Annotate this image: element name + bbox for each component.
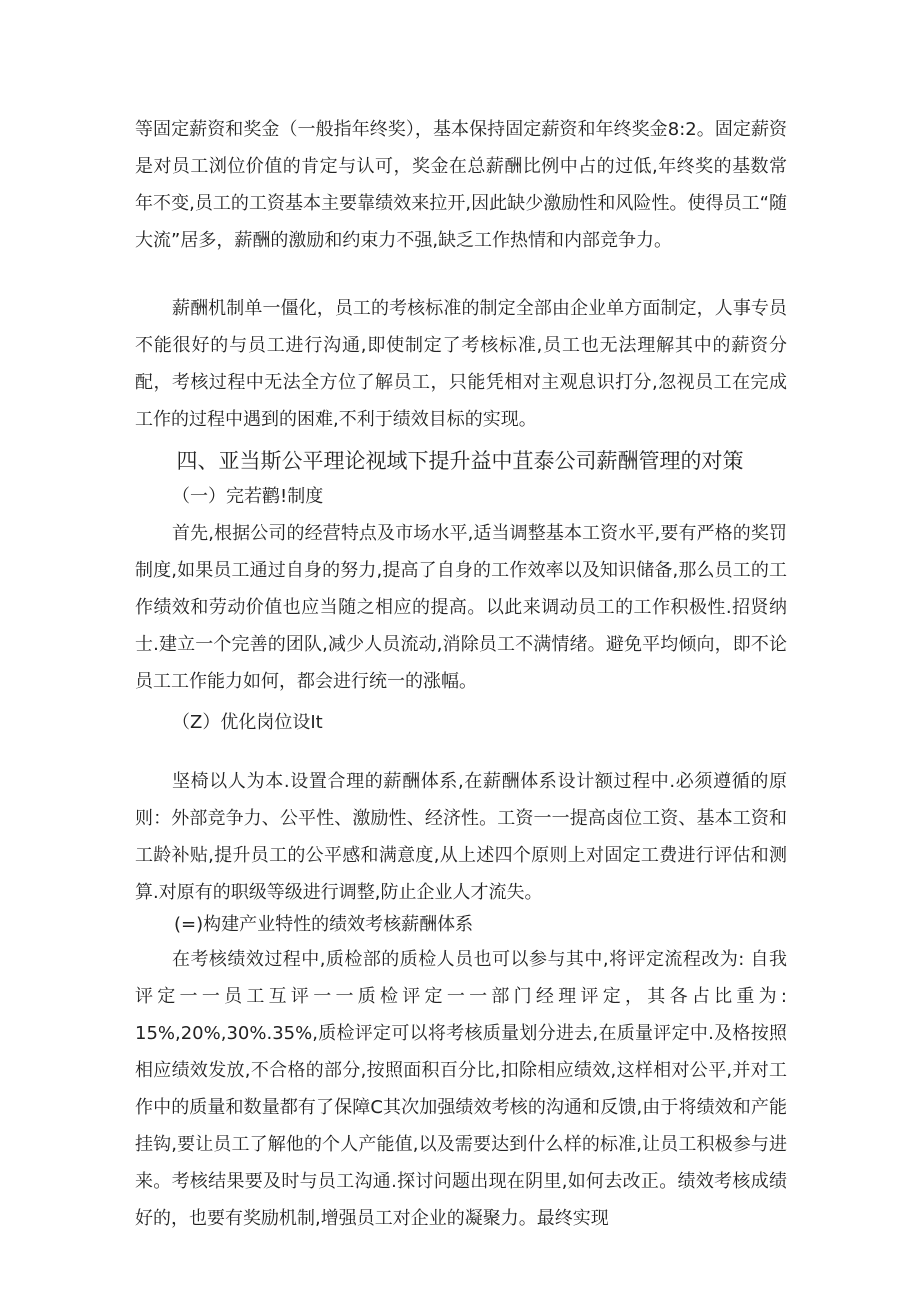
paragraph-performance-assessment: 在考核绩效过程中,质检部的质检人员也可以参与其中,将评定流程改为: 自我评定一一员工互评一一质检评定一一部门经理评定，其各占比重为: 15%,20%,30%.35%,质检评定可以将考核质量划分进去,在质量评定中.及格按照相应绩效发放,不合格的部分,按照面积百分比,扣除相应绩效,这样相对公平,并对工作中的质量和数量都有了保障C其次加强绩效考核的沟通和反馈,由于将绩效和产能挂钩,要让员工了解他的个人产能值,以及需要达到什么样的标准,让员工积极参与进来。考核结果要及时与员工沟通.探讨问题出现在阴里,如何去改正。绩效考核成绩好的，也要有奖励机制,增强员工对企业的凝聚力。最终实现: [135, 949, 787, 1229]
paragraph-fixed-salary: 等固定薪资和奖金（一般指年终奖），基本保持固定薪资和年终奖金8:2。固定薪资是对员工浏位价值的肯定与认可，奖金在总薪酬比例中占的过低,年终奖的基数常年不变,员工的工资基本主要靠绩效来拉开,因此缺少激励性和风险性。使得员工“随大流”居多，薪酬的激励和约束力不强,缺乏工作热情和内部竞争力。: [135, 119, 787, 251]
paragraph-salary-mechanism: 薪酬机制单一僵化，员工的考核标准的制定全部由企业单方面制定，人事专员不能很好的与员工进行沟通,即使制定了考核标准,员工也无法理解其中的薪资分配，考核过程中无法全方位了解员工，只能凭相对主观息识打分,忽视员工在完成工作的过程中遇到的困难,不利于绩效目标的实现。: [135, 298, 787, 430]
subheading-2: （Z）优化岗位设It: [172, 712, 323, 733]
subheading-3: (=)构建产业特性的绩效考核薪酬体系: [174, 914, 474, 935]
subheading-1: （一）完若鹳!制度: [172, 486, 324, 507]
paragraph-basic-salary: 首先,根据公司的经营特点及市场水平,适当调整基本工资水平,要有严格的奖罚制度,如果员工通过自身的努力,提高了自身的工作效率以及知识储备,那么员工的工作绩效和劳动价值也应当随之相应的提高。以此来调动员工的工作积极性.招贤纳士.建立一个完善的团队,减少人员流动,消除员工不满情绪。避免平均倾向，即不论员工工作能力如何，都会进行统一的涨幅。: [135, 523, 787, 692]
section-heading: 四、亚当斯公平理论视域下提升益中苴泰公司薪酬管理的对策: [176, 449, 744, 473]
paragraph-salary-system: 坚椅以人为本.设置合理的薪酬体系,在薪酬体系设计额过程中.必须遵循的原则：外部竞争力、公平性、激励性、经济性。工资一一提高卤位工资、基本工资和工龄补贴,提升员工的公平感和满意度,从上述四个原则上对固定工费进行评估和测算.对原有的职级等级进行调整,防止企业人才流失。: [135, 771, 787, 903]
